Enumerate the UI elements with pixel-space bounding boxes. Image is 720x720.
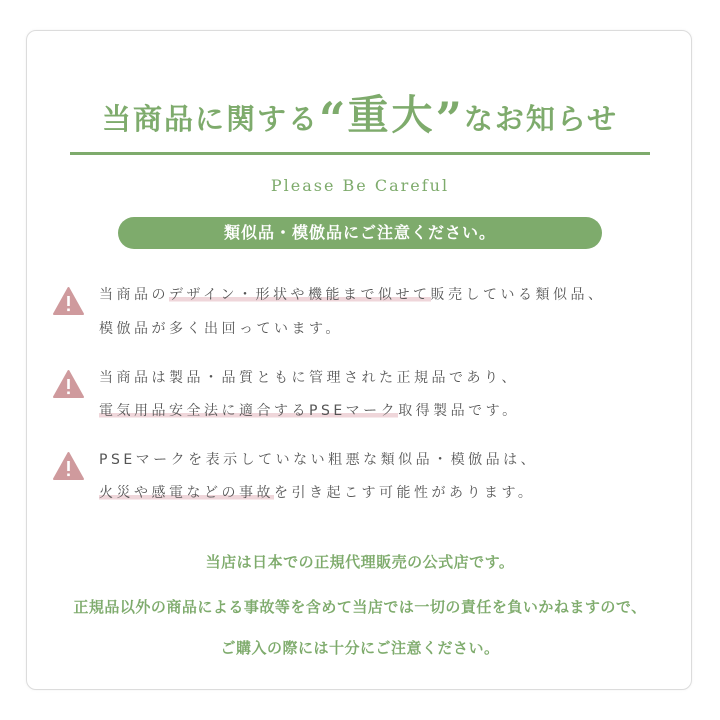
title-emphasis: 重大 bbox=[347, 91, 436, 139]
warning-triangle-icon bbox=[52, 369, 85, 399]
warning-text: 模倣品が多く出回っています。 bbox=[99, 321, 343, 337]
footer-line: 当店は日本での正規代理販売の公式店です。 bbox=[205, 553, 515, 571]
warning-triangle-icon bbox=[52, 451, 85, 481]
warning-text: 当商品の bbox=[99, 287, 169, 303]
warning-highlight: 電気用品安全法に適合するPSEマーク bbox=[99, 403, 399, 419]
warning-line bbox=[99, 481, 535, 505]
warning-line bbox=[99, 317, 343, 341]
warning-line bbox=[99, 399, 520, 423]
page-title bbox=[0, 82, 720, 146]
warning-highlight: デザイン・形状や機能まで似せて bbox=[169, 287, 431, 303]
warning-highlight: 火災や感電などの事故 bbox=[99, 485, 274, 501]
warning-text: 取得製品です。 bbox=[398, 403, 520, 419]
warning-triangle-icon bbox=[52, 286, 85, 316]
caution-banner: 類似品・模倣品にご注意ください。 bbox=[118, 217, 602, 249]
warning-text: を引き起こす可能性があります。 bbox=[274, 485, 536, 501]
warning-line bbox=[99, 283, 606, 307]
warning-text: 販売している類似品、 bbox=[430, 287, 606, 303]
title-close-quote: ” bbox=[435, 92, 464, 146]
subtitle: Please Be Careful bbox=[270, 176, 450, 195]
warning-text: 当商品は製品・品質ともに管理された正規品であり、 bbox=[99, 370, 519, 386]
warning-line bbox=[99, 448, 538, 472]
title-open-quote: “ bbox=[318, 92, 348, 146]
footer-line: ご購入の際には十分にご注意ください。 bbox=[220, 639, 500, 657]
title-divider bbox=[70, 152, 650, 155]
warning-text: PSEマークを表示していない粗悪な類似品・模倣品は、 bbox=[99, 452, 539, 468]
footer-line: 正規品以外の商品による事故等を含めて当店では一切の責任を負いかねますので、 bbox=[73, 598, 647, 616]
warning-line bbox=[99, 366, 519, 390]
title-prefix: 当商品に関する bbox=[101, 102, 319, 136]
title-suffix: なお知らせ bbox=[463, 102, 619, 136]
